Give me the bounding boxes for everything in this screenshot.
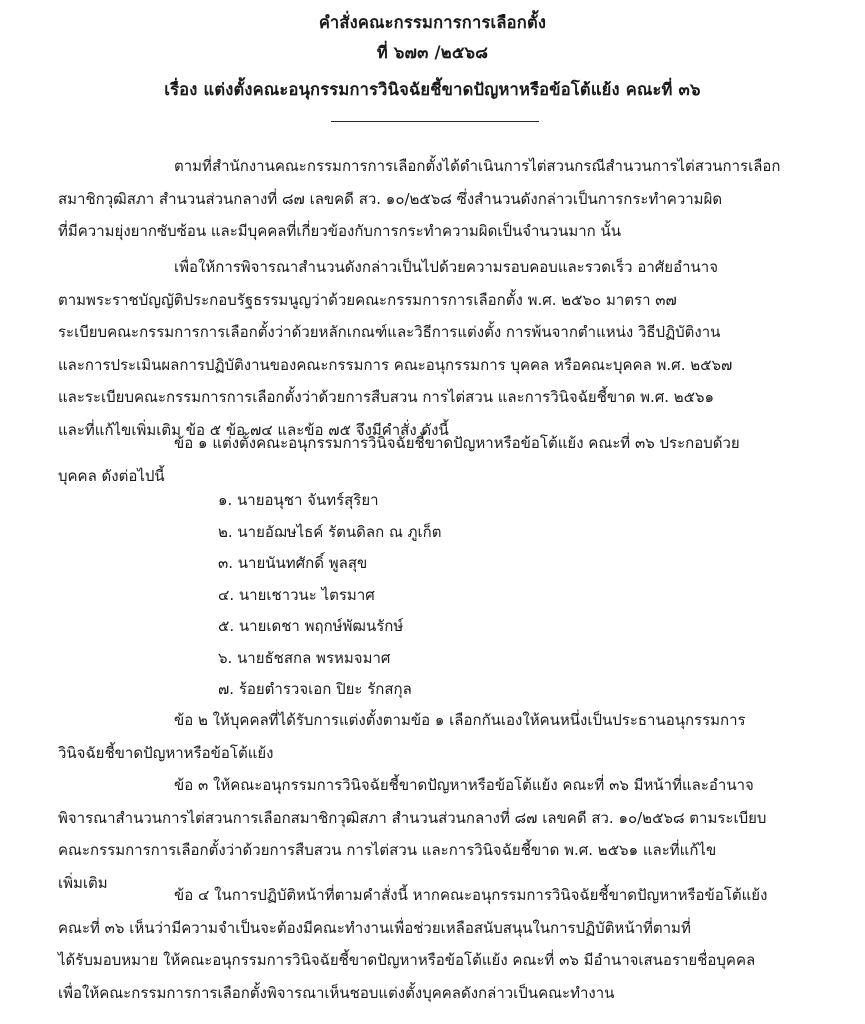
paragraph-line: เพื่อให้คณะกรรมการการเลือกตั้งพิจารณาเห็นชอบแต่งตั้งบุคคลดังกล่าวเป็นคณะทำงาน bbox=[58, 983, 615, 1002]
clause-1 bbox=[58, 427, 818, 492]
paragraph-line: พิจารณาสำนวนการไต่สวนการเลือกสมาชิกวุฒิสภา สำนวนส่วนกลางที่ ๘๗ เลขคดี สว. ๑๐/๒๕๖๘ ตามระเบียบ bbox=[58, 808, 767, 827]
paragraph-line: เพิ่มเติม bbox=[58, 873, 108, 892]
paragraph-authority bbox=[58, 251, 818, 446]
paragraph-line: คณะที่ ๓๖ เห็นว่ามีความจำเป็นจะต้องมีคณะทำงานเพื่อช่วยเหลือสนับสนุนในการปฏิบัติหน้าที่ตามที่ bbox=[58, 918, 691, 937]
order-subject: เรื่อง แต่งตั้งคณะอนุกรรมการวินิจฉัยชี้ขาดปัญหาหรือข้อโต้แย้ง คณะที่ ๓๖ bbox=[164, 80, 701, 99]
paragraph-line: ที่มีความยุ่งยากซับซ้อน และมีบุคคลที่เกี่ยวข้องกับการกระทำความผิดเป็นจำนวนมาก นั้น bbox=[58, 222, 622, 240]
paragraph-line: สมาชิกวุฒิสภา สำนวนส่วนกลางที่ ๘๗ เลขคดี สว. ๑๐/๒๕๖๘ ซึ่งสำนวนดังกล่าวเป็นการกระทำความผิด bbox=[58, 189, 723, 208]
member-item: ๑. นายอนุชา จันทร์สุริยา bbox=[218, 491, 379, 509]
paragraph-line: และการประเมินผลการปฏิบัติงานของคณะกรรมการ คณะอนุกรรมการ บุคคล หรือคณะบุคคล พ.ศ. ๒๕๖๗ bbox=[58, 355, 733, 374]
paragraph-line: บุคคล ดังต่อไปนี้ bbox=[58, 466, 165, 485]
paragraph-line: ตามพระราชบัญญัติประกอบรัฐธรรมนูญว่าด้วยคณะกรรมการการเลือกตั้ง พ.ศ. ๒๕๖๐ มาตรา ๓๗ bbox=[58, 290, 677, 309]
clause-4 bbox=[58, 879, 818, 1009]
paragraph-line: ได้รับมอบหมาย ให้คณะอนุกรรมการวินิจฉัยชี้ขาดปัญหาหรือข้อโต้แย้ง คณะที่ ๓๖ มีอำนาจเสนอรายชื่อบุคคล bbox=[58, 951, 756, 969]
order-number: ที่ ๖๗๓ /๒๕๖๘ bbox=[376, 43, 489, 62]
paragraph-line: ข้อ ๑ แต่งตั้งคณะอนุกรรมการวินิจฉัยชี้ขาดปัญหาหรือข้อโต้แย้ง คณะที่ ๓๖ ประกอบด้วย bbox=[174, 434, 740, 452]
paragraph-line: และที่แก้ไขเพิ่มเติม ข้อ ๕ ข้อ ๗๔ และข้อ ๗๕ จึงมีคำสั่ง ดังนี้ bbox=[58, 420, 449, 439]
paragraph-line: เพื่อให้การพิจารณาสำนวนดังกล่าวเป็นไปด้วยความรอบคอบและรวดเร็ว อาศัยอำนาจ bbox=[174, 258, 718, 276]
paragraph-line: คณะกรรมการการเลือกตั้งว่าด้วยการสืบสวน การไต่สวน และการวินิจฉัยชี้ขาด พ.ศ. ๒๕๖๑ และที่แก้ไข bbox=[58, 841, 717, 859]
paragraph-line: ข้อ ๒ ให้บุคคลที่ได้รับการแต่งตั้งตามข้อ ๑ เลือกกันเองให้คนหนึ่งเป็นประธานอนุกรรมการ bbox=[174, 711, 746, 729]
paragraph-line: ข้อ ๓ ให้คณะอนุกรรมการวินิจฉัยชี้ขาดปัญหาหรือข้อโต้แย้ง คณะที่ ๓๖ มีหน้าที่และอำนาจ bbox=[174, 776, 754, 794]
clause-2 bbox=[58, 704, 818, 769]
paragraph-line: ระเบียบคณะกรรมการการเลือกตั้งว่าด้วยหลักเกณฑ์และวิธีการแต่งตั้ง การพ้นจากตำแหน่ง วิธีปฏิบัติงาน bbox=[58, 323, 721, 341]
member-list bbox=[218, 485, 441, 706]
member-item: ๕. นายเดชา พฤกษ์พัฒนรักษ์ bbox=[218, 617, 404, 635]
paragraph-line: วินิจฉัยชี้ขาดปัญหาหรือข้อโต้แย้ง bbox=[58, 743, 274, 762]
order-title: คำสั่งคณะกรรมการการเลือกตั้ง bbox=[318, 13, 547, 32]
member-item: ๔. นายเชาวนะ ไตรมาศ bbox=[218, 585, 375, 604]
paragraph-line: ข้อ ๔ ในการปฏิบัติหน้าที่ตามคำสั่งนี้ หากคณะอนุกรรมการวินิจฉัยชี้ขาดปัญหาหรือข้อโต้แย้ง bbox=[174, 886, 768, 904]
member-item: ๗. ร้อยตำรวจเอก ปิยะ รักสกุล bbox=[218, 680, 412, 698]
paragraph-background bbox=[58, 150, 818, 248]
header-divider bbox=[331, 121, 539, 122]
paragraph-line: ตามที่สำนักงานคณะกรรมการการเลือกตั้งได้ดำเนินการไต่สวนกรณีสำนวนการไต่สวนการเลือก bbox=[174, 157, 781, 175]
member-item: ๒. นายอัฌษไธค์ รัตนดิลก ณ ภูเก็ต bbox=[218, 522, 442, 541]
member-item: ๖. นายธัชสกล พรหมจมาศ bbox=[218, 648, 391, 667]
paragraph-line: และระเบียบคณะกรรมการการเลือกตั้งว่าด้วยการสืบสวน การไต่สวน และการวินิจฉัยชี้ขาด พ.ศ. ๒๕๖๑ bbox=[58, 388, 715, 406]
member-item: ๓. นายนันทศักดิ์ พูลสุข bbox=[218, 554, 368, 572]
